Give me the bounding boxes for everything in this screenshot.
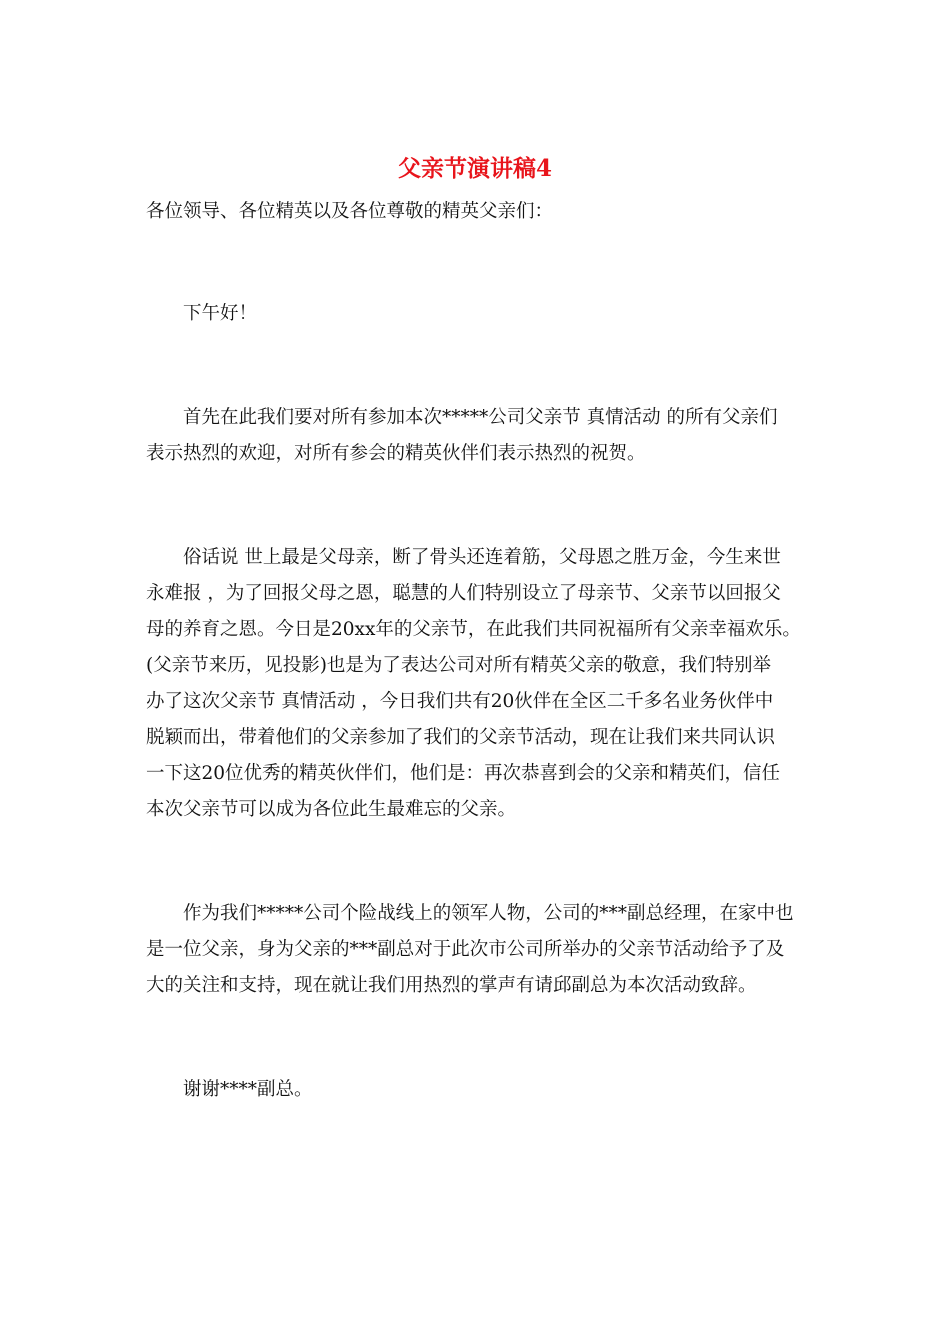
paragraph-line: 本次父亲节可以成为各位此生最难忘的父亲。 (146, 799, 517, 820)
document-title: 父亲节演讲稿4 (397, 155, 552, 182)
paragraph-line: 办了这次父亲节 真情活动 ，今日我们共有20伙伴在全区二千多名业务伙伴中 (146, 691, 774, 712)
paragraph-line: 是一位父亲，身为父亲的***副总对于此次市公司所举办的父亲节活动给予了及 (146, 939, 785, 960)
paragraph-line: 一下这20位优秀的精英伙伴们，他们是：再次恭喜到会的父亲和精英们，信任 (146, 763, 781, 784)
paragraph-line: 大的关注和支持，现在就让我们用热烈的掌声有请邱副总为本次活动致辞。 (146, 975, 757, 996)
paragraph-line: 表示热烈的欢迎，对所有参会的精英伙伴们表示热烈的祝贺。 (146, 443, 646, 464)
paragraph-line: 首先在此我们要对所有参加本次*****公司父亲节 真情活动 的所有父亲们 (146, 407, 778, 428)
paragraph-line: 永难报 ，为了回报父母之恩，聪慧的人们特别设立了母亲节、父亲节以回报父 (146, 583, 781, 604)
paragraph-line: (父亲节来历，见投影)也是为了表达公司对所有精英父亲的敬意，我们特别举 (146, 655, 771, 676)
salutation: 各位领导、各位精英以及各位尊敬的精英父亲们： (146, 201, 554, 222)
paragraph-line: 母的养育之恩。今日是20xx年的父亲节，在此我们共同祝福所有父亲幸福欢乐。 (146, 619, 801, 640)
paragraph-line: 脱颖而出，带着他们的父亲参加了我们的父亲节活动，现在让我们来共同认识 (146, 727, 776, 748)
closing: 谢谢****副总。 (146, 1079, 313, 1100)
paragraph-line: 俗话说 世上最是父母亲，断了骨头还连着筋，父母恩之胜万金，今生来世 (146, 547, 781, 568)
greeting: 下午好！ (146, 303, 258, 324)
paragraph-line: 作为我们*****公司个险战线上的领军人物，公司的***副总经理，在家中也 (146, 903, 794, 924)
